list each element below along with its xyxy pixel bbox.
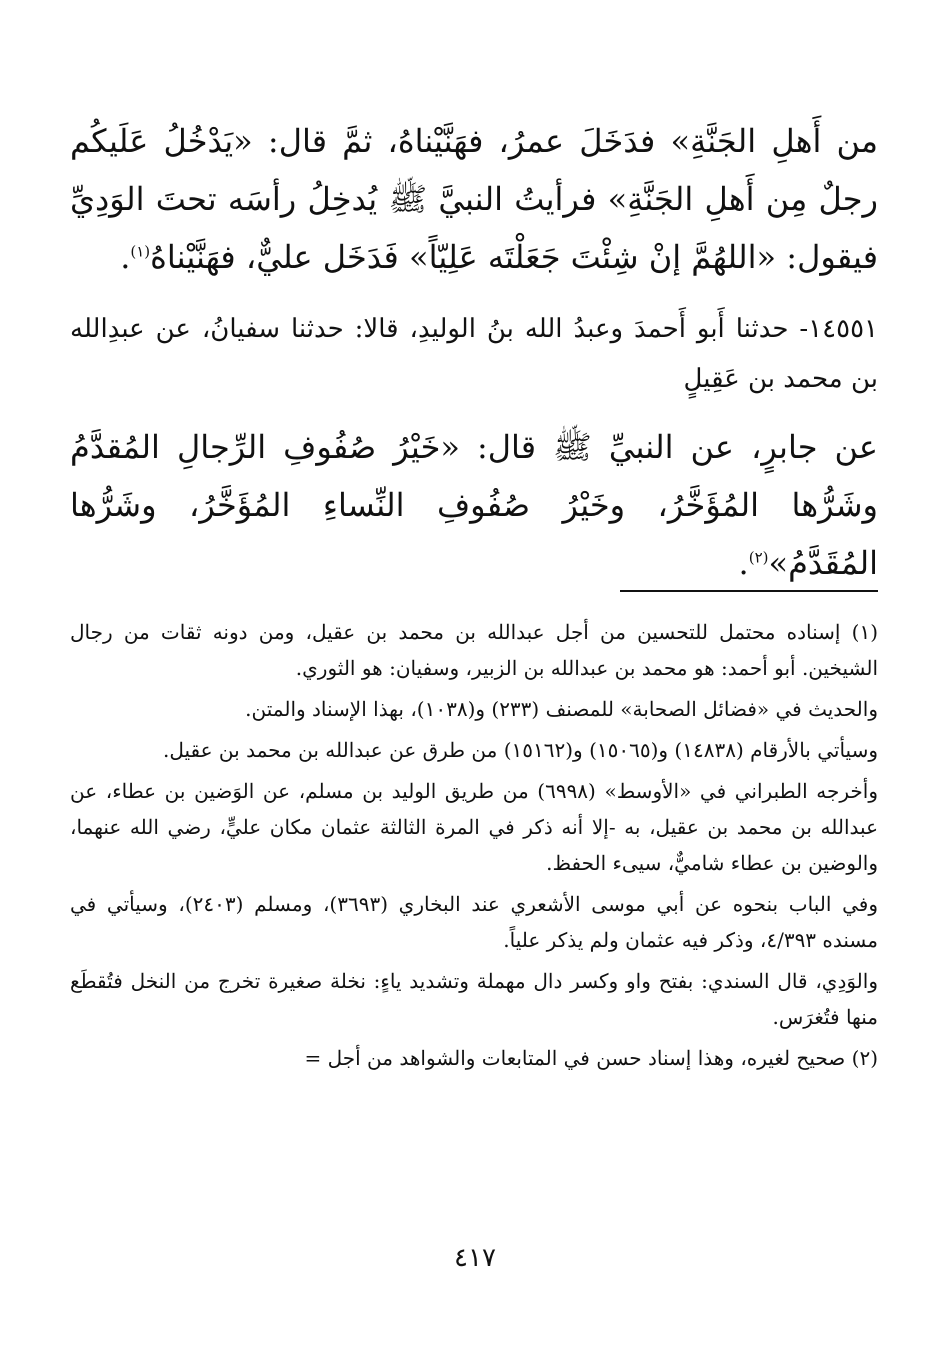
- footnote-marker-1: (١): [130, 242, 151, 261]
- footnote-paragraph: والوَدِي، قال السندي: بفتح واو وكسر دال مهملة وتشديد ياءٍ: نخلة صغيرة تخرج من النخل فتُقطَع منها فتُغرَس.: [70, 969, 878, 1029]
- sentence-end: .: [738, 544, 749, 582]
- hadith-paragraph-continued: [70, 112, 878, 286]
- hadith-paragraph: [70, 418, 878, 592]
- footnote-paragraph: وفي الباب بنحوه عن أبي موسى الأشعري عند البخاري (٣٦٩٣)، ومسلم (٢٤٠٣)، وسيأتي في مسنده ٤/٣٩٣، وذكر فيه عثمان ولم يذكر علياً.: [70, 892, 878, 952]
- sentence-end: .: [120, 238, 131, 276]
- footnotes: [70, 614, 878, 1081]
- hadith-text: عن جابرٍ، عن النبيِّ ﷺ قال: «خَيْرُ صُفُوفِ الرِّجالِ المُقدَّمُ وشَرُّها المُؤَخَّرُ، وخَيْرُ صُفُوفِ النِّساءِ المُؤَخَّرُ، وشَرُّها المُقَدَّمُ»: [70, 428, 878, 582]
- footnote-marker-2: (٢): [748, 548, 769, 567]
- footnote-separator: [620, 590, 878, 592]
- footnote-1: (١) إسناده محتمل للتحسين من أجل عبدالله بن محمد بن عقيل، ومن دونه ثقات من رجال الشيخين. أبو أحمد: هو محمد بن عبدالله بن الزبير، وسفيان: هو الثوري.: [70, 620, 878, 680]
- main-text: [70, 112, 878, 592]
- footnote-paragraph: وأخرجه الطبراني في «الأوسط» (٦٩٩٨) من طريق الوليد بن مسلم، عن الوَضين بن عطاء، عن عبدالله بن محمد بن عقيل، به -إلا أنه ذكر في المرة الثالثة عثمان مكان عليٍّ، رضي الله عنهما، والوضين بن عطاء شاميٌّ، سيىء الحفظ.: [70, 779, 879, 875]
- footnote-paragraph: وسيأتي بالأرقام (١٤٨٣٨) و(١٥٠٦٥) و(١٥١٦٢) من طرق عن عبدالله بن محمد بن عقيل.: [162, 738, 878, 762]
- footnote-paragraph: والحديث في «فضائل الصحابة» للمصنف (٢٣٣) و(١٠٣٨)، بهذا الإسناد والمتن.: [245, 697, 878, 721]
- hadith-text: من أَهلِ الجَنَّةِ» فدَخَلَ عمرُ، فهَنَّيْناهُ، ثمَّ قال: «يَدْخُلُ عَلَيكُم رجلٌ مِن أَهلِ الجَنَّةِ» فرأيتُ النبيَّ ﷺ يُدخِلُ رأسَه تحتَ الوَدِيِّ فيقول: «اللهُمَّ إنْ شِئْتَ جَعَلْتَه عَلِيّاً» فَدَخَل عليٌّ، فهَنَّيْناهُ: [70, 122, 878, 276]
- page-number: ٤١٧: [454, 1243, 496, 1273]
- isnad-paragraph: ١٤٥٥١- حدثنا أَبو أَحمدَ وعبدُ الله بنُ الوليدِ، قالا: حدثنا سفيانُ، عن عبدِالله بن محمد بن عَقِيلٍ: [70, 314, 878, 394]
- footnote-2: (٢) صحيح لغيره، وهذا إسناد حسن في المتابعات والشواهد من أجل =: [304, 1046, 878, 1070]
